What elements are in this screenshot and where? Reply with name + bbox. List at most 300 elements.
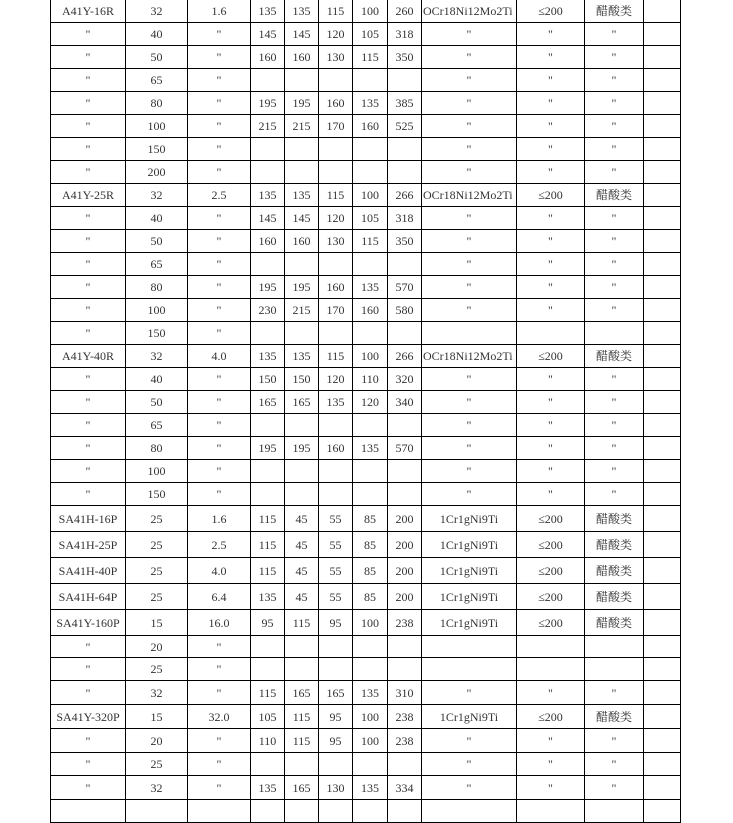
- cell-dim-d2: 100: [353, 705, 388, 729]
- cell-dim-d: [285, 636, 319, 658]
- cell-dim-d: 195: [285, 92, 319, 115]
- cell-weight: 318: [388, 207, 422, 230]
- cell-material: OCr18Ni12Mo2Ti: [422, 0, 517, 23]
- table-row: [51, 584, 681, 610]
- cell-weight: [388, 636, 422, 658]
- cell-dim-d2: 120: [353, 391, 388, 414]
- cell-temperature: ≤200: [517, 558, 585, 584]
- cell-temperature: ": [517, 46, 585, 69]
- cell-dim-l: 115: [251, 681, 285, 705]
- cell-dim-d1: [319, 322, 353, 345]
- cell-dim-d1: 55: [319, 558, 353, 584]
- cell-nominal-diameter: 65: [126, 69, 188, 92]
- cell-medium: ": [585, 681, 644, 705]
- cell-weight: 266: [388, 345, 422, 368]
- cell-model: ": [51, 276, 126, 299]
- cell-dim-l: [251, 161, 285, 184]
- cell-pressure: ": [188, 46, 251, 69]
- cell-medium: 醋酸类: [585, 705, 644, 729]
- cell-medium: 醋酸类: [585, 0, 644, 23]
- table-row: [51, 460, 681, 483]
- cell-extra: [644, 636, 681, 658]
- cell-dim-d1: [319, 253, 353, 276]
- cell-medium: ": [585, 230, 644, 253]
- cell-extra: [644, 800, 681, 823]
- cell-extra: [644, 391, 681, 414]
- cell-model: ": [51, 253, 126, 276]
- cell-dim-d2: 115: [353, 230, 388, 253]
- cell-model: SA41H-64P: [51, 584, 126, 610]
- cell-medium: ": [585, 460, 644, 483]
- cell-dim-d1: 130: [319, 230, 353, 253]
- cell-dim-d1: 120: [319, 207, 353, 230]
- cell-model: A41Y-25R: [51, 184, 126, 207]
- cell-pressure: 4.0: [188, 558, 251, 584]
- cell-nominal-diameter: 150: [126, 138, 188, 161]
- cell-dim-d: 165: [285, 776, 319, 800]
- cell-dim-d: 45: [285, 558, 319, 584]
- cell-dim-d2: [353, 161, 388, 184]
- cell-dim-d: [285, 460, 319, 483]
- cell-dim-d: 160: [285, 230, 319, 253]
- cell-model: ": [51, 636, 126, 658]
- cell-model: ": [51, 299, 126, 322]
- cell-weight: [388, 138, 422, 161]
- cell-weight: [388, 253, 422, 276]
- cell-dim-d2: 100: [353, 184, 388, 207]
- cell-dim-l: [251, 800, 285, 823]
- cell-dim-d2: [353, 753, 388, 776]
- cell-material: ": [422, 230, 517, 253]
- cell-dim-l: 135: [251, 0, 285, 23]
- cell-medium: 醋酸类: [585, 610, 644, 636]
- cell-model: ": [51, 729, 126, 753]
- cell-dim-d2: [353, 658, 388, 681]
- cell-material: ": [422, 276, 517, 299]
- cell-weight: [388, 322, 422, 345]
- cell-medium: 醋酸类: [585, 558, 644, 584]
- cell-material: ": [422, 681, 517, 705]
- cell-dim-d1: [319, 414, 353, 437]
- cell-dim-l: [251, 636, 285, 658]
- cell-model: SA41Y-160P: [51, 610, 126, 636]
- cell-model: [51, 800, 126, 823]
- cell-material: ": [422, 207, 517, 230]
- cell-material: ": [422, 460, 517, 483]
- cell-pressure: [188, 800, 251, 823]
- cell-medium: ": [585, 46, 644, 69]
- cell-dim-d: 145: [285, 23, 319, 46]
- cell-dim-l: 230: [251, 299, 285, 322]
- cell-dim-l: [251, 414, 285, 437]
- cell-weight: [388, 483, 422, 506]
- cell-dim-d: 215: [285, 299, 319, 322]
- cell-dim-d: 45: [285, 584, 319, 610]
- cell-material: 1Cr1gNi9Ti: [422, 532, 517, 558]
- cell-dim-d2: [353, 636, 388, 658]
- cell-dim-d2: [353, 800, 388, 823]
- cell-dim-d: 215: [285, 115, 319, 138]
- cell-extra: [644, 322, 681, 345]
- cell-dim-d: [285, 322, 319, 345]
- cell-nominal-diameter: 25: [126, 753, 188, 776]
- cell-pressure: 32.0: [188, 705, 251, 729]
- cell-nominal-diameter: 20: [126, 729, 188, 753]
- cell-material: 1Cr1gNi9Ti: [422, 610, 517, 636]
- cell-pressure: ": [188, 776, 251, 800]
- cell-pressure: ": [188, 115, 251, 138]
- table-row: [51, 253, 681, 276]
- cell-dim-d2: 160: [353, 115, 388, 138]
- cell-material: ": [422, 46, 517, 69]
- table-row: [51, 345, 681, 368]
- cell-dim-d2: [353, 253, 388, 276]
- cell-material: OCr18Ni12Mo2Ti: [422, 345, 517, 368]
- table-row: [51, 0, 681, 23]
- cell-pressure: ": [188, 161, 251, 184]
- cell-model: ": [51, 92, 126, 115]
- cell-extra: [644, 506, 681, 532]
- table-row: [51, 506, 681, 532]
- cell-dim-l: 195: [251, 92, 285, 115]
- cell-dim-d2: 105: [353, 23, 388, 46]
- cell-nominal-diameter: 40: [126, 368, 188, 391]
- cell-nominal-diameter: 65: [126, 253, 188, 276]
- cell-dim-d2: 110: [353, 368, 388, 391]
- cell-pressure: ": [188, 230, 251, 253]
- cell-extra: [644, 46, 681, 69]
- table-row: [51, 138, 681, 161]
- cell-material: [422, 636, 517, 658]
- cell-pressure: 1.6: [188, 0, 251, 23]
- cell-material: ": [422, 92, 517, 115]
- cell-dim-d1: [319, 69, 353, 92]
- cell-dim-l: 115: [251, 532, 285, 558]
- cell-material: [422, 800, 517, 823]
- cell-temperature: ≤200: [517, 345, 585, 368]
- cell-pressure: ": [188, 322, 251, 345]
- cell-medium: ": [585, 368, 644, 391]
- table-row: [51, 276, 681, 299]
- cell-dim-d: [285, 658, 319, 681]
- table-row: [51, 729, 681, 753]
- cell-dim-l: [251, 253, 285, 276]
- cell-dim-d2: 85: [353, 506, 388, 532]
- cell-model: A41Y-16R: [51, 0, 126, 23]
- cell-dim-d2: 85: [353, 584, 388, 610]
- cell-dim-d1: [319, 800, 353, 823]
- cell-nominal-diameter: [126, 800, 188, 823]
- cell-pressure: 2.5: [188, 532, 251, 558]
- cell-material: ": [422, 253, 517, 276]
- table-row: [51, 414, 681, 437]
- cell-dim-l: [251, 322, 285, 345]
- cell-extra: [644, 460, 681, 483]
- cell-temperature: ≤200: [517, 184, 585, 207]
- cell-dim-d: 165: [285, 391, 319, 414]
- cell-dim-l: 160: [251, 46, 285, 69]
- cell-extra: [644, 184, 681, 207]
- cell-model: SA41H-25P: [51, 532, 126, 558]
- cell-nominal-diameter: 50: [126, 46, 188, 69]
- cell-temperature: ≤200: [517, 610, 585, 636]
- cell-medium: ": [585, 253, 644, 276]
- table-row: [51, 368, 681, 391]
- cell-material: ": [422, 299, 517, 322]
- cell-dim-d: [285, 483, 319, 506]
- cell-dim-d1: 120: [319, 23, 353, 46]
- cell-medium: ": [585, 437, 644, 460]
- table-row: [51, 391, 681, 414]
- cell-dim-d2: 135: [353, 92, 388, 115]
- cell-dim-d1: 130: [319, 776, 353, 800]
- cell-dim-l: 145: [251, 207, 285, 230]
- table-row: [51, 705, 681, 729]
- cell-nominal-diameter: 20: [126, 636, 188, 658]
- cell-medium: ": [585, 207, 644, 230]
- cell-extra: [644, 584, 681, 610]
- cell-dim-d2: 100: [353, 610, 388, 636]
- table-row: [51, 230, 681, 253]
- cell-nominal-diameter: 32: [126, 681, 188, 705]
- cell-temperature: ": [517, 115, 585, 138]
- cell-weight: [388, 161, 422, 184]
- cell-model: SA41Y-320P: [51, 705, 126, 729]
- cell-extra: [644, 558, 681, 584]
- cell-medium: [585, 800, 644, 823]
- cell-weight: [388, 800, 422, 823]
- table-row: [51, 207, 681, 230]
- cell-pressure: ": [188, 92, 251, 115]
- cell-medium: ": [585, 776, 644, 800]
- cell-nominal-diameter: 80: [126, 92, 188, 115]
- cell-material: ": [422, 729, 517, 753]
- cell-model: ": [51, 658, 126, 681]
- cell-dim-l: 195: [251, 437, 285, 460]
- cell-dim-d: 195: [285, 276, 319, 299]
- cell-temperature: [517, 322, 585, 345]
- cell-weight: 238: [388, 705, 422, 729]
- cell-dim-l: 115: [251, 558, 285, 584]
- cell-dim-d: [285, 138, 319, 161]
- cell-dim-l: [251, 138, 285, 161]
- cell-temperature: ": [517, 460, 585, 483]
- cell-material: ": [422, 115, 517, 138]
- table-row: [51, 46, 681, 69]
- cell-temperature: ≤200: [517, 532, 585, 558]
- cell-dim-l: [251, 658, 285, 681]
- cell-nominal-diameter: 100: [126, 460, 188, 483]
- cell-medium: ": [585, 299, 644, 322]
- cell-dim-l: 110: [251, 729, 285, 753]
- cell-temperature: ": [517, 437, 585, 460]
- cell-extra: [644, 345, 681, 368]
- cell-pressure: ": [188, 391, 251, 414]
- cell-material: 1Cr1gNi9Ti: [422, 705, 517, 729]
- table-row: [51, 161, 681, 184]
- cell-temperature: ≤200: [517, 705, 585, 729]
- cell-model: A41Y-40R: [51, 345, 126, 368]
- table-row: [51, 776, 681, 800]
- cell-dim-d1: 160: [319, 276, 353, 299]
- cell-nominal-diameter: 32: [126, 345, 188, 368]
- cell-dim-d1: 55: [319, 584, 353, 610]
- cell-extra: [644, 115, 681, 138]
- cell-medium: ": [585, 69, 644, 92]
- cell-medium: ": [585, 276, 644, 299]
- cell-material: 1Cr1gNi9Ti: [422, 584, 517, 610]
- cell-pressure: ": [188, 299, 251, 322]
- cell-dim-d2: [353, 69, 388, 92]
- cell-temperature: ": [517, 753, 585, 776]
- cell-temperature: ≤200: [517, 506, 585, 532]
- table-row: [51, 610, 681, 636]
- cell-dim-d2: 135: [353, 437, 388, 460]
- cell-temperature: [517, 636, 585, 658]
- cell-dim-l: 95: [251, 610, 285, 636]
- cell-temperature: ≤200: [517, 0, 585, 23]
- cell-weight: 266: [388, 184, 422, 207]
- cell-dim-d2: [353, 322, 388, 345]
- cell-temperature: [517, 658, 585, 681]
- cell-dim-d: 45: [285, 532, 319, 558]
- cell-dim-d2: [353, 414, 388, 437]
- cell-dim-d2: [353, 483, 388, 506]
- cell-medium: ": [585, 92, 644, 115]
- cell-dim-d2: 135: [353, 776, 388, 800]
- cell-nominal-diameter: 50: [126, 391, 188, 414]
- cell-medium: 醋酸类: [585, 532, 644, 558]
- cell-temperature: ": [517, 414, 585, 437]
- cell-pressure: ": [188, 69, 251, 92]
- cell-dim-d1: [319, 483, 353, 506]
- cell-dim-d1: 135: [319, 391, 353, 414]
- cell-material: ": [422, 368, 517, 391]
- cell-extra: [644, 92, 681, 115]
- cell-nominal-diameter: 25: [126, 658, 188, 681]
- cell-temperature: ": [517, 483, 585, 506]
- cell-dim-d: [285, 414, 319, 437]
- cell-material: ": [422, 138, 517, 161]
- cell-weight: [388, 460, 422, 483]
- cell-extra: [644, 23, 681, 46]
- cell-dim-l: [251, 483, 285, 506]
- table-row: [51, 437, 681, 460]
- cell-medium: ": [585, 483, 644, 506]
- cell-dim-d1: 95: [319, 729, 353, 753]
- cell-model: ": [51, 115, 126, 138]
- cell-pressure: 1.6: [188, 506, 251, 532]
- table-row: [51, 322, 681, 345]
- cell-dim-d: 135: [285, 345, 319, 368]
- cell-dim-l: 135: [251, 776, 285, 800]
- cell-temperature: ": [517, 161, 585, 184]
- cell-model: ": [51, 322, 126, 345]
- cell-pressure: ": [188, 138, 251, 161]
- cell-extra: [644, 138, 681, 161]
- cell-medium: 醋酸类: [585, 184, 644, 207]
- cell-model: ": [51, 460, 126, 483]
- cell-material: ": [422, 23, 517, 46]
- cell-model: ": [51, 776, 126, 800]
- cell-model: ": [51, 391, 126, 414]
- cell-temperature: ": [517, 368, 585, 391]
- cell-weight: 260: [388, 0, 422, 23]
- cell-dim-l: 135: [251, 345, 285, 368]
- cell-medium: [585, 636, 644, 658]
- cell-model: ": [51, 230, 126, 253]
- cell-model: ": [51, 69, 126, 92]
- cell-temperature: ": [517, 207, 585, 230]
- cell-weight: 320: [388, 368, 422, 391]
- cell-weight: [388, 69, 422, 92]
- cell-extra: [644, 658, 681, 681]
- cell-dim-l: 150: [251, 368, 285, 391]
- cell-dim-d1: [319, 161, 353, 184]
- cell-nominal-diameter: 200: [126, 161, 188, 184]
- cell-pressure: 6.4: [188, 584, 251, 610]
- table-row: [51, 92, 681, 115]
- cell-dim-d1: 115: [319, 0, 353, 23]
- table-row: [51, 558, 681, 584]
- cell-temperature: ": [517, 138, 585, 161]
- cell-extra: [644, 437, 681, 460]
- cell-dim-d2: 160: [353, 299, 388, 322]
- cell-model: ": [51, 207, 126, 230]
- cell-dim-d1: 95: [319, 705, 353, 729]
- cell-medium: ": [585, 161, 644, 184]
- cell-extra: [644, 69, 681, 92]
- cell-dim-d: [285, 161, 319, 184]
- cell-pressure: ": [188, 23, 251, 46]
- cell-model: SA41H-16P: [51, 506, 126, 532]
- cell-weight: 238: [388, 610, 422, 636]
- cell-dim-d1: 170: [319, 299, 353, 322]
- cell-weight: 350: [388, 46, 422, 69]
- cell-pressure: ": [188, 729, 251, 753]
- cell-dim-l: 135: [251, 584, 285, 610]
- cell-extra: [644, 705, 681, 729]
- cell-model: ": [51, 161, 126, 184]
- cell-weight: 310: [388, 681, 422, 705]
- cell-model: SA41H-40P: [51, 558, 126, 584]
- cell-extra: [644, 483, 681, 506]
- cell-dim-d: 135: [285, 0, 319, 23]
- cell-material: ": [422, 753, 517, 776]
- table-row: [51, 299, 681, 322]
- cell-pressure: ": [188, 276, 251, 299]
- cell-dim-d2: 100: [353, 345, 388, 368]
- table-row: [51, 532, 681, 558]
- cell-nominal-diameter: 80: [126, 276, 188, 299]
- cell-weight: 350: [388, 230, 422, 253]
- cell-medium: ": [585, 115, 644, 138]
- cell-dim-d: 165: [285, 681, 319, 705]
- cell-nominal-diameter: 25: [126, 532, 188, 558]
- cell-dim-d1: 115: [319, 184, 353, 207]
- cell-pressure: 4.0: [188, 345, 251, 368]
- valve-spec-table: [50, 0, 681, 823]
- cell-dim-d1: 160: [319, 437, 353, 460]
- cell-dim-d1: [319, 138, 353, 161]
- cell-material: ": [422, 414, 517, 437]
- cell-dim-d: [285, 253, 319, 276]
- cell-dim-d2: 85: [353, 558, 388, 584]
- cell-dim-d2: 135: [353, 681, 388, 705]
- table-row: [51, 636, 681, 658]
- cell-nominal-diameter: 25: [126, 558, 188, 584]
- table-row: [51, 753, 681, 776]
